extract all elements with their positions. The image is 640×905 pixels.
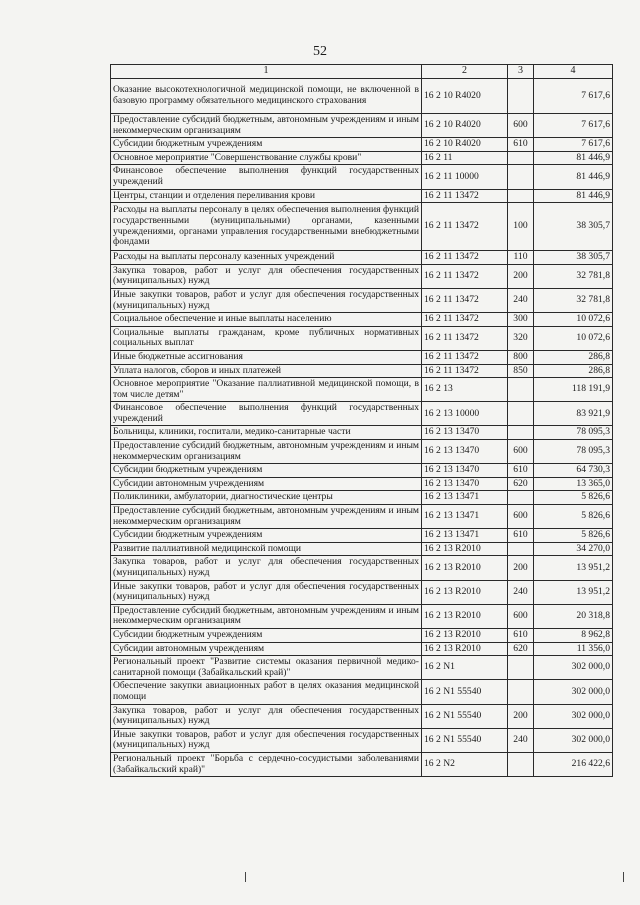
- row-sum-cell: 13 951,2: [534, 556, 613, 580]
- row-name-cell: Субсидии автономным учреждениям: [111, 477, 422, 491]
- row-vr-cell: 240: [508, 288, 534, 312]
- table-row: [111, 264, 613, 288]
- table-row: [111, 378, 613, 402]
- row-name-cell: Центры, станции и отделения переливания крови: [111, 189, 422, 203]
- row-code-cell: 16 2 10 R4020: [422, 138, 508, 152]
- row-code-cell: 16 2 10 R4020: [422, 114, 508, 138]
- row-name-cell: Закупка товаров, работ и услуг для обеспечения государственных (муниципальных) нужд: [111, 704, 422, 728]
- row-name-cell: Оказание высокотехнологичной медицинской помощи, не включенной в базовую программу обязательного медицинского страхования: [111, 79, 422, 114]
- page-number: 52: [313, 44, 327, 59]
- row-vr-cell: [508, 378, 534, 402]
- row-code-cell: 16 2 11 13472: [422, 326, 508, 350]
- row-sum-cell: 8 962,8: [534, 628, 613, 642]
- table-row: [111, 114, 613, 138]
- row-sum-cell: 286,8: [534, 350, 613, 364]
- table-row: [111, 440, 613, 464]
- row-name-cell: Обеспечение закупки авиационных работ в целях оказания медицинской помощи: [111, 680, 422, 704]
- row-vr-cell: 620: [508, 642, 534, 656]
- table-row: [111, 79, 613, 114]
- row-vr-cell: 600: [508, 114, 534, 138]
- row-sum-cell: 302 000,0: [534, 728, 613, 752]
- row-name-cell: Социальные выплаты гражданам, кроме публичных нормативных социальных выплат: [111, 326, 422, 350]
- row-sum-cell: 81 446,9: [534, 151, 613, 165]
- row-sum-cell: 7 617,6: [534, 79, 613, 114]
- row-name-cell: Субсидии бюджетным учреждениям: [111, 529, 422, 543]
- row-code-cell: 16 2 N1 55540: [422, 680, 508, 704]
- row-sum-cell: 13 365,0: [534, 477, 613, 491]
- row-vr-cell: 240: [508, 728, 534, 752]
- table-row: [111, 151, 613, 165]
- table-row: [111, 313, 613, 327]
- table-row: [111, 326, 613, 350]
- table-row: [111, 251, 613, 265]
- row-sum-cell: 118 191,9: [534, 378, 613, 402]
- row-code-cell: 16 2 10 R4020: [422, 79, 508, 114]
- table-row: [111, 165, 613, 189]
- row-vr-cell: [508, 426, 534, 440]
- row-sum-cell: 83 921,9: [534, 402, 613, 426]
- row-code-cell: 16 2 13 R2010: [422, 642, 508, 656]
- row-name-cell: Субсидии бюджетным учреждениям: [111, 464, 422, 478]
- table-row: [111, 477, 613, 491]
- row-name-cell: Уплата налогов, сборов и иных платежей: [111, 364, 422, 378]
- row-vr-cell: [508, 656, 534, 680]
- row-name-cell: Закупка товаров, работ и услуг для обеспечения государственных (муниципальных) нужд: [111, 556, 422, 580]
- row-vr-cell: [508, 402, 534, 426]
- row-code-cell: 16 2 N1 55540: [422, 704, 508, 728]
- table-row: [111, 556, 613, 580]
- table-row: [111, 752, 613, 776]
- row-code-cell: 16 2 11 13472: [422, 189, 508, 203]
- row-name-cell: Региональный проект "Развитие системы оказания первичной медико-санитарной помощи (Забайкальский край)": [111, 656, 422, 680]
- row-vr-cell: 600: [508, 604, 534, 628]
- row-vr-cell: [508, 189, 534, 203]
- row-name-cell: Иные закупки товаров, работ и услуг для обеспечения государственных (муниципальных) нужд: [111, 580, 422, 604]
- table-row: [111, 491, 613, 505]
- row-vr-cell: 850: [508, 364, 534, 378]
- row-vr-cell: 300: [508, 313, 534, 327]
- row-vr-cell: 600: [508, 440, 534, 464]
- row-sum-cell: 5 826,6: [534, 529, 613, 543]
- table-row: [111, 529, 613, 543]
- row-name-cell: Субсидии автономным учреждениям: [111, 642, 422, 656]
- row-code-cell: 16 2 11 13472: [422, 251, 508, 265]
- row-vr-cell: [508, 79, 534, 114]
- row-sum-cell: 78 095,3: [534, 440, 613, 464]
- row-vr-cell: [508, 680, 534, 704]
- row-code-cell: 16 2 13 R2010: [422, 556, 508, 580]
- row-sum-cell: 7 617,6: [534, 114, 613, 138]
- row-name-cell: Больницы, клиники, госпитали, медико-санитарные части: [111, 426, 422, 440]
- row-code-cell: 16 2 13 13470: [422, 477, 508, 491]
- row-sum-cell: 32 781,8: [534, 288, 613, 312]
- row-name-cell: Иные бюджетные ассигнования: [111, 350, 422, 364]
- row-code-cell: 16 2 N1: [422, 656, 508, 680]
- row-sum-cell: 34 270,0: [534, 542, 613, 556]
- row-sum-cell: 38 305,7: [534, 251, 613, 265]
- row-code-cell: 16 2 13 13471: [422, 491, 508, 505]
- row-code-cell: 16 2 13 R2010: [422, 628, 508, 642]
- row-vr-cell: 240: [508, 580, 534, 604]
- table-row: [111, 288, 613, 312]
- table-row: [111, 505, 613, 529]
- row-name-cell: Социальное обеспечение и иные выплаты населению: [111, 313, 422, 327]
- row-code-cell: 16 2 11 13472: [422, 288, 508, 312]
- row-code-cell: 16 2 11 13472: [422, 350, 508, 364]
- row-sum-cell: 81 446,9: [534, 165, 613, 189]
- row-sum-cell: 286,8: [534, 364, 613, 378]
- row-vr-cell: [508, 542, 534, 556]
- table-row: [111, 704, 613, 728]
- row-code-cell: 16 2 11 13472: [422, 313, 508, 327]
- column-header-code: 2: [422, 65, 508, 79]
- table-row: [111, 680, 613, 704]
- row-vr-cell: [508, 491, 534, 505]
- row-sum-cell: 7 617,6: [534, 138, 613, 152]
- row-sum-cell: 10 072,6: [534, 313, 613, 327]
- row-code-cell: 16 2 11: [422, 151, 508, 165]
- row-name-cell: Основное мероприятие "Оказание паллиативной медицинской помощи, в том числе детям": [111, 378, 422, 402]
- row-vr-cell: 800: [508, 350, 534, 364]
- row-code-cell: 16 2 13 13470: [422, 440, 508, 464]
- row-vr-cell: 610: [508, 529, 534, 543]
- row-vr-cell: 320: [508, 326, 534, 350]
- row-code-cell: 16 2 13 13470: [422, 464, 508, 478]
- row-name-cell: Предоставление субсидий бюджетным, автономным учреждениям и иным некоммерческим организациям: [111, 505, 422, 529]
- row-code-cell: 16 2 N1 55540: [422, 728, 508, 752]
- table-row: [111, 402, 613, 426]
- row-name-cell: Расходы на выплаты персоналу казенных учреждений: [111, 251, 422, 265]
- row-sum-cell: 302 000,0: [534, 680, 613, 704]
- row-code-cell: 16 2 13 13471: [422, 505, 508, 529]
- table-row: [111, 656, 613, 680]
- row-sum-cell: 81 446,9: [534, 189, 613, 203]
- row-vr-cell: 100: [508, 203, 534, 251]
- row-sum-cell: 20 318,8: [534, 604, 613, 628]
- row-code-cell: 16 2 13: [422, 378, 508, 402]
- column-header-name: 1: [111, 65, 422, 79]
- row-sum-cell: 11 356,0: [534, 642, 613, 656]
- row-name-cell: Предоставление субсидий бюджетным, автономным учреждениям и иным некоммерческим организациям: [111, 440, 422, 464]
- row-name-cell: Финансовое обеспечение выполнения функций государственных учреждений: [111, 165, 422, 189]
- budget-table: [110, 64, 613, 777]
- row-sum-cell: 13 951,2: [534, 580, 613, 604]
- row-sum-cell: 78 095,3: [534, 426, 613, 440]
- table-row: [111, 189, 613, 203]
- row-name-cell: Расходы на выплаты персоналу в целях обеспечения выполнения функций государственными (муниципальными) органами, казенными учреждениями, органами управления государственными внебюджетными фондами: [111, 203, 422, 251]
- row-code-cell: 16 2 11 13472: [422, 264, 508, 288]
- row-code-cell: 16 2 13 10000: [422, 402, 508, 426]
- row-sum-cell: 10 072,6: [534, 326, 613, 350]
- table-row: [111, 364, 613, 378]
- row-name-cell: Субсидии бюджетным учреждениям: [111, 138, 422, 152]
- row-vr-cell: 610: [508, 464, 534, 478]
- row-sum-cell: 216 422,6: [534, 752, 613, 776]
- row-vr-cell: 200: [508, 704, 534, 728]
- row-vr-cell: 610: [508, 138, 534, 152]
- row-vr-cell: 620: [508, 477, 534, 491]
- row-code-cell: 16 2 13 R2010: [422, 580, 508, 604]
- row-vr-cell: [508, 151, 534, 165]
- row-sum-cell: 32 781,8: [534, 264, 613, 288]
- row-vr-cell: 610: [508, 628, 534, 642]
- row-code-cell: 16 2 13 13471: [422, 529, 508, 543]
- table-row: [111, 350, 613, 364]
- row-name-cell: Закупка товаров, работ и услуг для обеспечения государственных (муниципальных) нужд: [111, 264, 422, 288]
- row-vr-cell: [508, 165, 534, 189]
- table-row: [111, 580, 613, 604]
- row-vr-cell: 200: [508, 264, 534, 288]
- table-row: [111, 642, 613, 656]
- table-header-row: [111, 65, 613, 79]
- row-name-cell: Субсидии бюджетным учреждениям: [111, 628, 422, 642]
- row-code-cell: 16 2 11 10000: [422, 165, 508, 189]
- row-code-cell: 16 2 13 13470: [422, 426, 508, 440]
- table-row: [111, 203, 613, 251]
- table-row: [111, 426, 613, 440]
- row-name-cell: Основное мероприятие "Совершенствование службы крови": [111, 151, 422, 165]
- row-code-cell: 16 2 13 R2010: [422, 604, 508, 628]
- row-sum-cell: 64 730,3: [534, 464, 613, 478]
- row-name-cell: Поликлиники, амбулатории, диагностические центры: [111, 491, 422, 505]
- column-header-vr: 3: [508, 65, 534, 79]
- row-sum-cell: 5 826,6: [534, 491, 613, 505]
- row-code-cell: 16 2 13 R2010: [422, 542, 508, 556]
- table-row: [111, 542, 613, 556]
- row-vr-cell: 110: [508, 251, 534, 265]
- table-row: [111, 604, 613, 628]
- row-name-cell: Развитие паллиативной медицинской помощи: [111, 542, 422, 556]
- scan-mark: [623, 872, 624, 882]
- row-sum-cell: 302 000,0: [534, 704, 613, 728]
- table-row: [111, 464, 613, 478]
- row-vr-cell: [508, 752, 534, 776]
- row-name-cell: Предоставление субсидий бюджетным, автономным учреждениям и иным некоммерческим организациям: [111, 114, 422, 138]
- row-sum-cell: 38 305,7: [534, 203, 613, 251]
- row-name-cell: Иные закупки товаров, работ и услуг для обеспечения государственных (муниципальных) нужд: [111, 288, 422, 312]
- table-row: [111, 138, 613, 152]
- row-code-cell: 16 2 11 13472: [422, 364, 508, 378]
- row-sum-cell: 302 000,0: [534, 656, 613, 680]
- row-vr-cell: 200: [508, 556, 534, 580]
- row-name-cell: Иные закупки товаров, работ и услуг для обеспечения государственных (муниципальных) нужд: [111, 728, 422, 752]
- table-row: [111, 728, 613, 752]
- scan-mark: [245, 872, 246, 882]
- row-name-cell: Финансовое обеспечение выполнения функций государственных учреждений: [111, 402, 422, 426]
- row-vr-cell: 600: [508, 505, 534, 529]
- row-name-cell: Предоставление субсидий бюджетным, автономным учреждениям и иным некоммерческим организациям: [111, 604, 422, 628]
- row-sum-cell: 5 826,6: [534, 505, 613, 529]
- column-header-sum: 4: [534, 65, 613, 79]
- row-name-cell: Региональный проект "Борьба с сердечно-сосудистыми заболеваниями (Забайкальский край)": [111, 752, 422, 776]
- table-row: [111, 628, 613, 642]
- row-code-cell: 16 2 11 13472: [422, 203, 508, 251]
- row-code-cell: 16 2 N2: [422, 752, 508, 776]
